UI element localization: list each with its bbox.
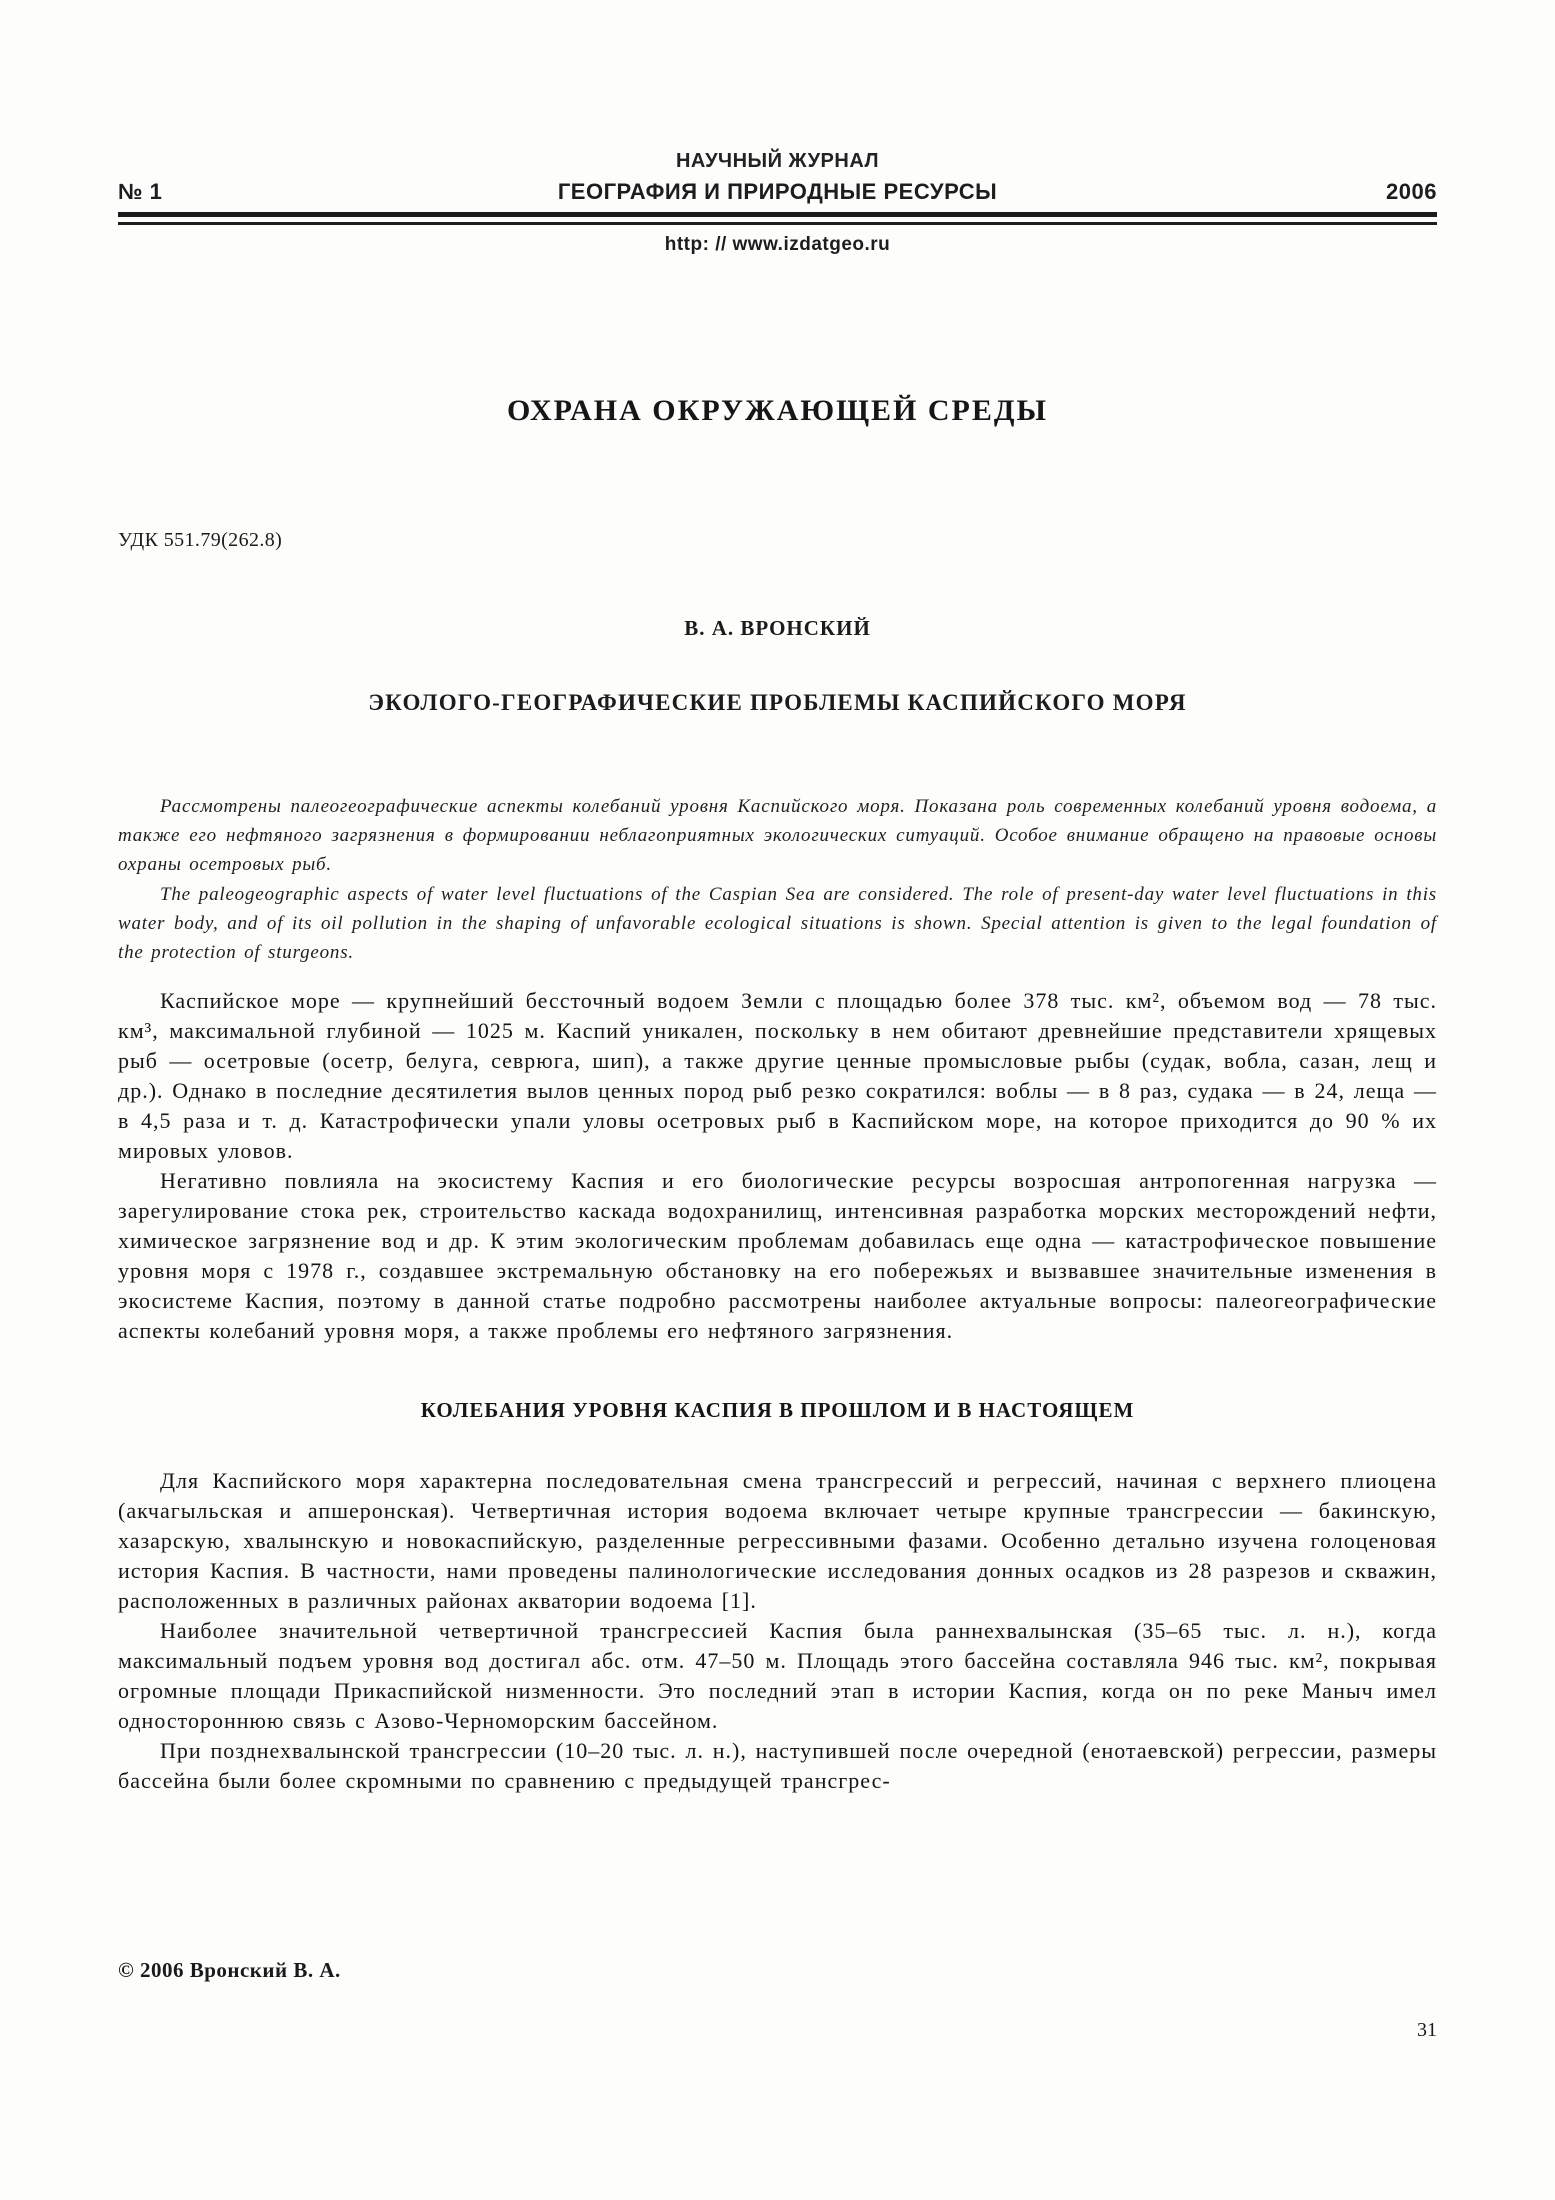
body-paragraph-5: При позднехвалынской трансгрессии (10–20 тыс. л. н.), наступившей после очередной (енотаевской) регрессии, размеры бассейна были более скромными по сравнению с предыдущей трансгрес-	[118, 1738, 1437, 1793]
udc-code: УДК 551.79(262.8)	[118, 529, 283, 551]
rubric-title: ОХРАНА ОКРУЖАЮЩЕЙ СРЕДЫ	[507, 394, 1048, 427]
page-number: 31	[1417, 2019, 1437, 2041]
body-paragraph-3: Для Каспийского моря характерна последовательная смена трансгрессий и регрессий, начиная с верхнего плиоцена (акчагыльская и апшеронская). Четвертичная история водоема включает четыре крупные трансгрессии — бакинскую, хазарскую, хвалынскую и новокаспийскую, разделенные регрессивными фазами. Особенно детально изучена голоценовая история Каспия. В частности, нами проведены палинологические исследования донных осадков из 28 разрезов и скважин, расположенных в различных районах акватории водоема [1].	[118, 1468, 1437, 1613]
article-author: В. А. ВРОНСКИЙ	[684, 616, 871, 640]
journal-year: 2006	[1386, 179, 1437, 204]
journal-issue-number: № 1	[118, 179, 163, 204]
journal-website-url: http: // www.izdatgeo.ru	[664, 234, 891, 255]
article-title: ЭКОЛОГО-ГЕОГРАФИЧЕСКИЕ ПРОБЛЕМЫ КАСПИЙСКОГО МОРЯ	[368, 690, 1187, 715]
copyright-notice: © 2006 Вронский В. А.	[118, 1958, 341, 1982]
body-paragraph-2: Негативно повлияла на экосистему Каспия и его биологические ресурсы возросшая антропогенная нагрузка — зарегулирование стока рек, строительство каскада водохранилищ, интенсивная разработка морских месторождений нефти, химическое загрязнение вод и др. К этим экологическим проблемам добавилась еще одна — катастрофическое повышение уровня моря с 1978 г., создавшее экстремальную обстановку на его побережьях и вызвавшее значительные изменения в экосистеме Каспия, поэтому в данной статье подробно рассмотрены наиболее актуальные вопросы: палеогеографические аспекты колебаний уровня моря, а также проблемы его нефтяного загрязнения.	[118, 1168, 1437, 1343]
body-paragraph-4: Наиболее значительной четвертичной трансгрессией Каспия была раннехвалынская (35–65 тыс. л. н.), когда максимальный подъем уровня вод достигал абс. отм. 47–50 м. Площадь этого бассейна составляла 946 тыс. км², покрывая огромные площади Прикаспийской низменности. Это последний этап в истории Каспия, когда он по реке Маныч имел одностороннюю связь с Азово-Черноморским бассейном.	[118, 1618, 1437, 1733]
journal-type: НАУЧНЫЙ ЖУРНАЛ	[675, 150, 880, 172]
body-paragraph-1: Каспийское море — крупнейший бессточный водоем Земли с площадью более 378 тыс. км², объемом вод — 78 тыс. км³, максимальной глубиной — 1025 м. Каспий уникален, поскольку в нем обитают древнейшие представители хрящевых рыб — осетровые (осетр, белуга, севрюга, шип), а также другие ценные промысловые рыбы (судак, вобла, сазан, лещ и др.). Однако в последние десятилетия вылов ценных пород рыб резко сократился: воблы — в 8 раз, судака — в 24, леща — в 4,5 раза и т. д. Катастрофически упали уловы осетровых рыб в Каспийском море, на которое приходится до 90 % их мировых уловов.	[118, 988, 1437, 1163]
section-heading: КОЛЕБАНИЯ УРОВНЯ КАСПИЯ В ПРОШЛОМ И В НАСТОЯЩЕМ	[420, 1398, 1135, 1422]
abstract-russian: Рассмотрены палеогеографические аспекты колебаний уровня Каспийского моря. Показана роль современных колебаний уровня водоема, а также его нефтяного загрязнения в формировании неблагоприятных экологических ситуаций. Особое внимание обращено на правовые основы охраны осетровых рыб.	[118, 796, 1437, 875]
abstract-english: The paleogeographic aspects of water level fluctuations of the Caspian Sea are considered. The role of present-day water level fluctuations in this water body, and of its oil pollution in the shaping of unfavorable ecological situations is shown. Special attention is given to the legal foundation of the protection of sturgeons.	[118, 884, 1437, 963]
header-rule-thick	[118, 212, 1437, 217]
journal-name: ГЕОГРАФИЯ И ПРИРОДНЫЕ РЕСУРСЫ	[557, 179, 998, 204]
page-content	[0, 150, 1555, 1796]
journal-masthead	[118, 179, 1437, 204]
header-rule-thin	[118, 222, 1437, 225]
